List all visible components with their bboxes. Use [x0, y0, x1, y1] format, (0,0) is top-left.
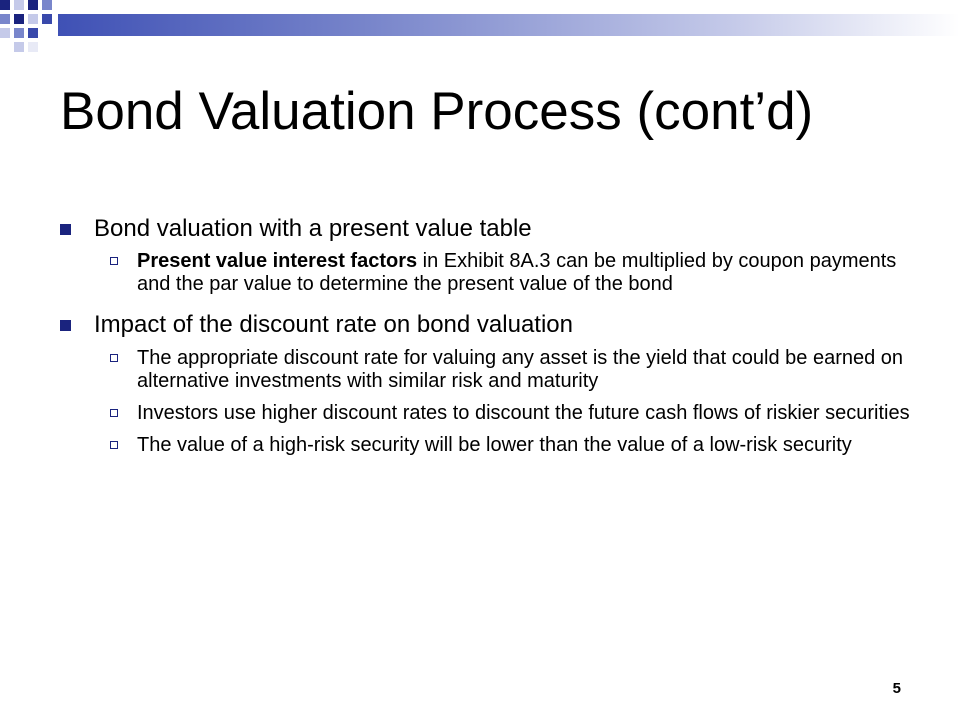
sub-bullet-text: The appropriate discount rate for valuing any asset is the yield that could be earned on alternative investments with similar risk and maturity	[137, 347, 904, 392]
header-square	[0, 28, 10, 38]
sub-bullet-item	[94, 347, 910, 393]
header-square	[14, 42, 24, 52]
sub-bullet-item	[94, 434, 910, 457]
hollow-square-bullet-icon	[110, 354, 118, 362]
sub-bullet-item	[94, 402, 910, 425]
sub-bullet-text: in Exhibit 8A.3 can be multiplied by coupon payments and the par value to determine the present value of the bond	[137, 250, 897, 295]
header-square	[42, 14, 52, 24]
header-gradient-bar	[58, 14, 960, 36]
header-square	[42, 0, 52, 10]
filled-square-bullet-icon	[60, 320, 71, 331]
hollow-square-bullet-icon	[110, 409, 118, 417]
slide-title: Bond Valuation Process (cont’d)	[60, 82, 814, 141]
filled-square-bullet-icon	[60, 224, 71, 235]
header-square	[28, 0, 38, 10]
sub-bullet-text: The value of a high-risk security will be lower than the value of a low-risk security	[137, 434, 852, 456]
sub-bullet-text: Investors use higher discount rates to discount the future cash flows of riskier securities	[137, 402, 910, 424]
sub-bullet-item	[94, 250, 910, 296]
header-square	[14, 0, 24, 10]
bullet-item	[60, 308, 910, 342]
bullet-text: Bond valuation with a present value table	[94, 215, 532, 242]
hollow-square-bullet-icon	[110, 257, 118, 265]
bullet-item	[60, 212, 910, 246]
decorative-header-band	[0, 0, 960, 60]
header-square	[0, 0, 10, 10]
hollow-square-bullet-icon	[110, 441, 118, 449]
bullet-text: Impact of the discount rate on bond valuation	[94, 311, 573, 338]
slide-content	[60, 212, 910, 457]
sub-bullet-bold-term: Present value interest factors	[137, 250, 418, 272]
header-square	[0, 14, 10, 24]
header-square	[28, 14, 38, 24]
header-square	[28, 28, 38, 38]
header-square	[14, 28, 24, 38]
header-square	[14, 14, 24, 24]
header-square	[28, 42, 38, 52]
page-number: 5	[892, 680, 901, 697]
